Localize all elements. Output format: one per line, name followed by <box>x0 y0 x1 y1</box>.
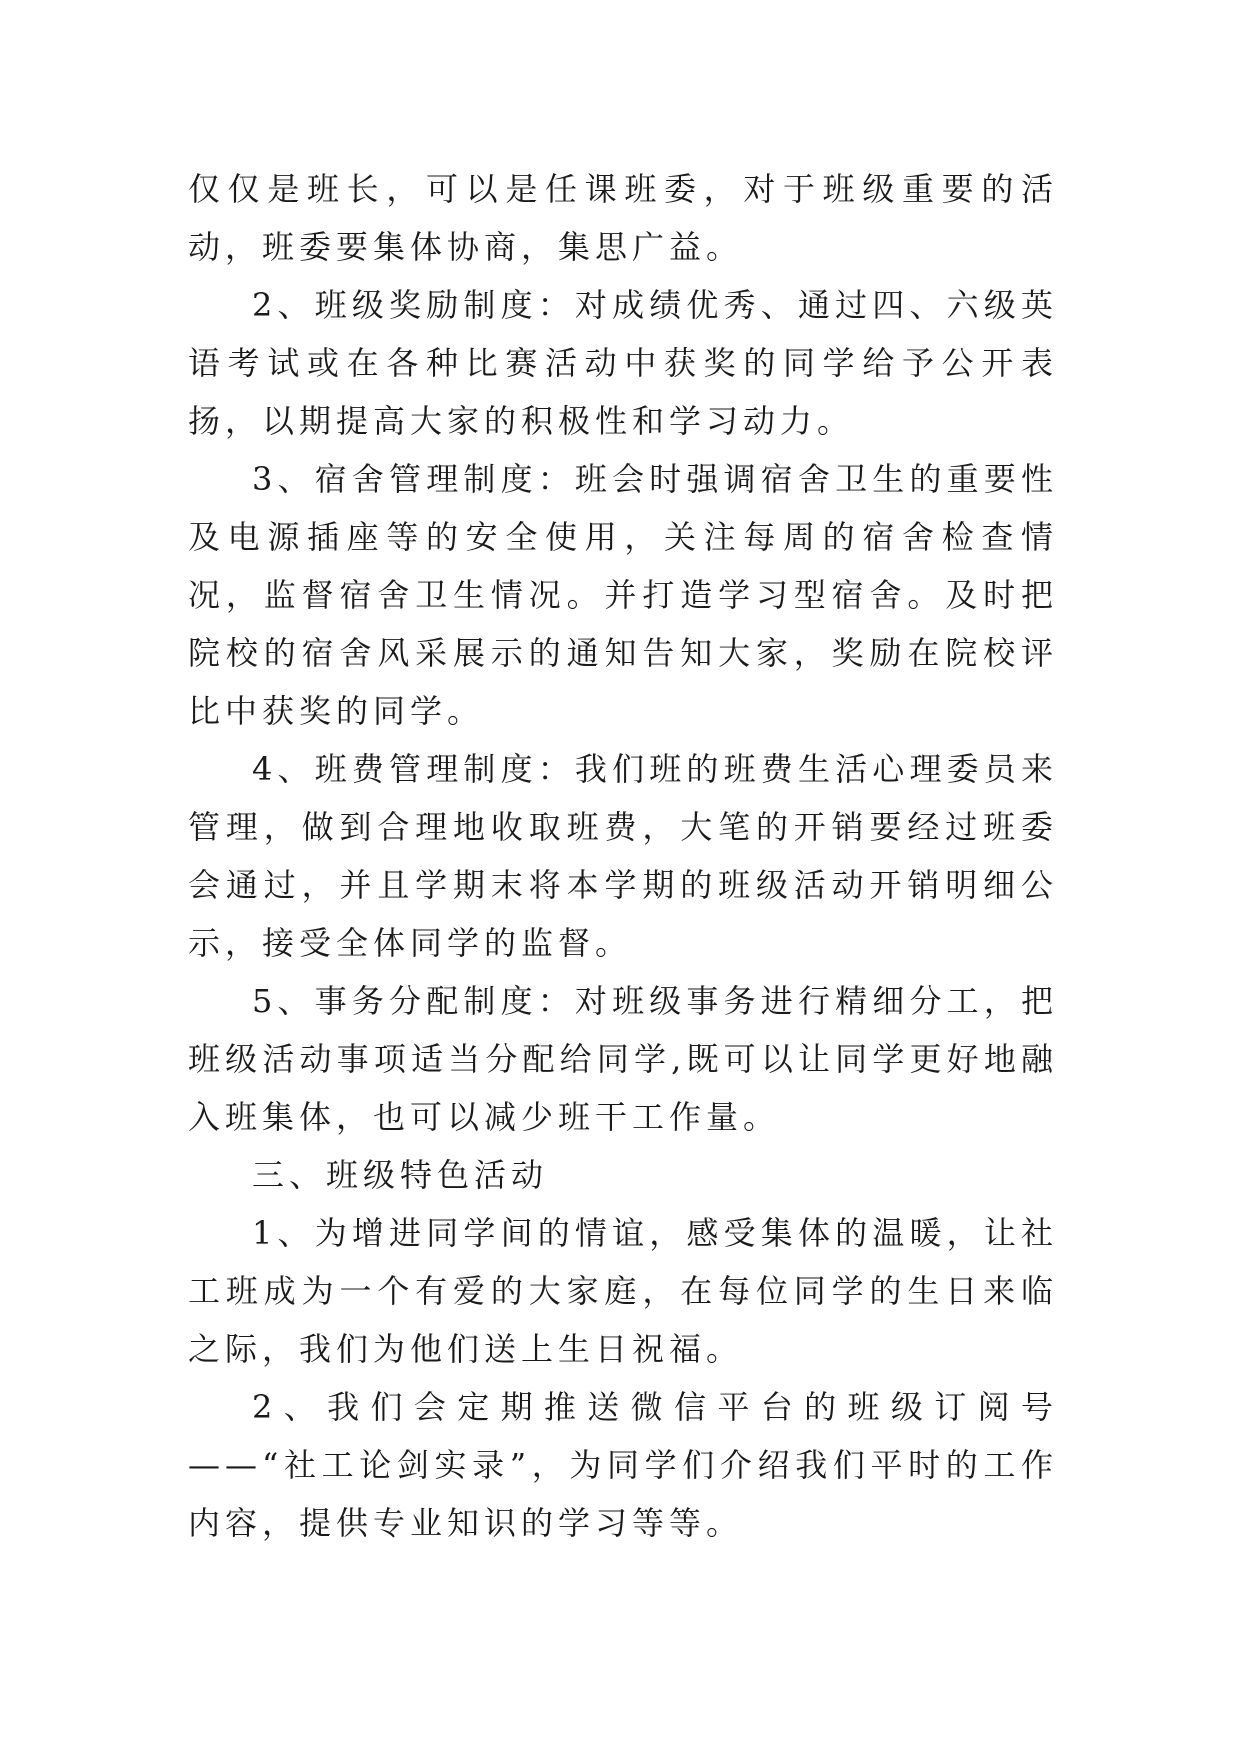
paragraph-dormitory-management: 3、宿舍管理制度：班会时强调宿舍卫生的重要性及电源插座等的安全使用，关注每周的宿舍检查情况，监督宿舍卫生情况。并打造学习型宿舍。及时把院校的宿舍风采展示的通知告知大家，奖励在院校评比中获奖的同学。 <box>188 460 1058 730</box>
paragraph-wechat-subscription: 2、我们会定期推送微信平台的班级订阅号——“社工论剑实录”，为同学们介绍我们平时的工作内容，提供专业知识的学习等等。 <box>188 1388 1058 1542</box>
paragraph-class-fee-management: 4、班费管理制度：我们班的班费生活心理委员来管理，做到合理地收取班费，大笔的开销要经过班委会通过，并且学期末将本学期的班级活动开销明细公示，接受全体同学的监督。 <box>188 750 1058 962</box>
paragraph-task-allocation: 5、事务分配制度：对班级事务进行精细分工，把班级活动事项适当分配给同学,既可以让同学更好地融入班集体，也可以减少班干工作量。 <box>188 982 1058 1136</box>
paragraph-birthday-wishes: 1、为增进同学间的情谊，感受集体的温暖，让社工班成为一个有爱的大家庭，在每位同学的生日来临之际，我们为他们送上生日祝福。 <box>188 1214 1058 1368</box>
section-heading-class-activities: 三、班级特色活动 <box>252 1156 549 1194</box>
document-body <box>188 160 1058 1552</box>
paragraph-continuation: 仅仅是班长，可以是任课班委，对于班级重要的活动，班委要集体协商，集思广益。 <box>188 170 1058 266</box>
paragraph-class-reward-system: 2、班级奖励制度：对成绩优秀、通过四、六级英语考试或在各种比赛活动中获奖的同学给予公开表扬，以期提高大家的积极性和学习动力。 <box>188 286 1058 440</box>
